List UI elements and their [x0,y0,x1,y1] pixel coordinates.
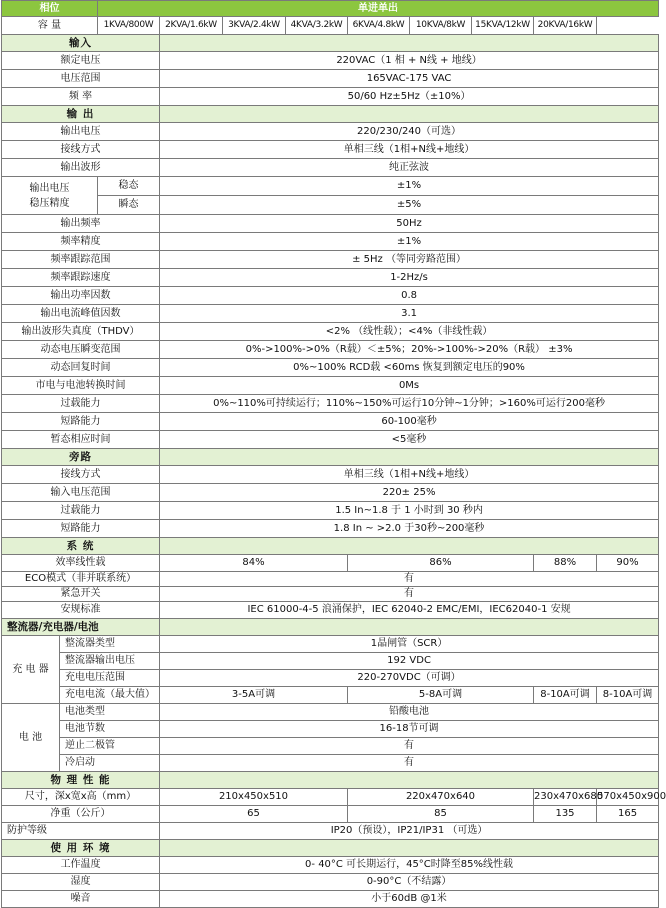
row-value: 单相三线（1相+N线+地线） [160,141,659,159]
row-value: 0%~100% RCD载 <60ms 恢复到额定电压的90% [160,359,659,377]
capacity-cell: 6KVA/4.8kW [348,17,410,35]
table-row [2,687,659,704]
row-value: ±1% [160,233,659,251]
table-row [2,177,659,196]
table-row [2,721,659,738]
row-value: 有 [160,587,659,602]
row-label: 工作温度 [2,857,160,874]
table-row [2,653,659,670]
environment-section-header [2,840,659,857]
position-label: 相位 [2,1,98,17]
row-label: 额定电压 [2,52,160,70]
row-label: 动态电压瞬变范围 [2,341,160,359]
capacity-cell: 20KVA/16kW [534,17,597,35]
row-label: 接线方式 [2,141,160,159]
bypass-section-header [2,449,659,466]
row-label: 输出波形 [2,159,160,177]
table-row [2,431,659,449]
transient-label: 瞬态 [98,196,160,215]
size-cell: 210x450x510 [160,789,348,806]
row-label: 过载能力 [2,395,160,413]
row-value: 有 [160,755,659,772]
table-row [2,233,659,251]
table-row [2,502,659,520]
row-label: 频 率 [2,88,160,106]
weight-cell: 85 [348,806,534,823]
capacity-label: 容 量 [2,17,98,35]
row-value: 单相三线（1相+N线+地线） [160,466,659,484]
table-row [2,323,659,341]
row-value: IP20（预设），IP21/IP31 （可选） [160,823,659,840]
row-value: 192 VDC [160,653,659,670]
regulation-label [2,177,98,215]
table-row [2,395,659,413]
section-title: 整流器/充电器/电池 [2,619,160,636]
table-row [2,555,659,572]
row-label: 净重（公斤） [2,806,160,823]
row-value: 1晶闸管（SCR） [160,636,659,653]
table-row [2,466,659,484]
rectifier-section-header [2,619,659,636]
row-label: 安规标准 [2,602,160,619]
efficiency-cell: 90% [597,555,659,572]
table-row [2,806,659,823]
row-value: 纯正弦波 [160,159,659,177]
table-row [2,823,659,840]
physical-section-header [2,772,659,789]
table-row [2,602,659,619]
row-label: 频率跟踪速度 [2,269,160,287]
row-label: 电池类型 [60,704,160,721]
table-row [2,305,659,323]
section-title: 旁路 [2,449,160,466]
row-label: 市电与电池转换时间 [2,377,160,395]
row-value: 60-100毫秒 [160,413,659,431]
header-capacity-row [2,17,659,35]
row-label: ECO模式（非并联系统） [2,572,160,587]
spec-table [1,0,666,908]
table-row [2,359,659,377]
row-value: 0-90°C（不结露） [160,874,659,891]
row-label: 过载能力 [2,502,160,520]
steady-value: ±1% [160,177,659,196]
table-row [2,484,659,502]
charge-current-cell: 3-5A可调 [160,687,348,704]
table-row [2,520,659,538]
section-title: 输 出 [2,106,160,123]
row-label: 频率跟踪范围 [2,251,160,269]
input-section-header [2,35,659,52]
row-value: 有 [160,572,659,587]
table-row [2,874,659,891]
table-row [2,413,659,431]
row-value: <2% （线性载）；<4%（非线性载） [160,323,659,341]
row-label: 输出频率 [2,215,160,233]
table-row [2,141,659,159]
row-label: 动态回复时间 [2,359,160,377]
row-label: 接线方式 [2,466,160,484]
table-row [2,377,659,395]
row-label: 输入电压范围 [2,484,160,502]
table-row [2,341,659,359]
table-row [2,755,659,772]
row-value: 1.5 In~1.8 于 1 小时到 30 秒内 [160,502,659,520]
charge-current-cell: 8-10A可调 [534,687,597,704]
capacity-cell: 1KVA/800W [98,17,160,35]
table-row [2,123,659,141]
charge-current-cell: 8-10A可调 [597,687,659,704]
row-label: 输出功率因数 [2,287,160,305]
table-row [2,587,659,602]
row-label: 紧急开关 [2,587,160,602]
row-label: 整流器输出电压 [60,653,160,670]
size-cell: 220x470x640 [348,789,534,806]
row-value: 50/60 Hz±5Hz（±10%） [160,88,659,106]
row-label: 短路能力 [2,413,160,431]
row-value: 0Ms [160,377,659,395]
table-row [2,215,659,233]
capacity-cell: 4KVA/3.2kW [286,17,348,35]
section-title: 使 用 环 境 [2,840,160,857]
section-title: 物 理 性 能 [2,772,160,789]
table-row [2,572,659,587]
capacity-cell: 3KVA/2.4kW [223,17,286,35]
battery-group-label: 电 池 [2,704,60,772]
row-value: IEC 61000-4-5 浪涌保护，IEC 62040-2 EMC/EMI，IEC62040-1 安规 [160,602,659,619]
table-row [2,636,659,653]
row-label: 尺寸，深x宽x高（mm） [2,789,160,806]
row-value: ± 5Hz （等同旁路范围） [160,251,659,269]
row-label: 暂态相应时间 [2,431,160,449]
charger-group-label: 充 电 器 [2,636,60,704]
efficiency-cell: 86% [348,555,534,572]
efficiency-cell: 88% [534,555,597,572]
row-value: <5毫秒 [160,431,659,449]
transient-value: ±5% [160,196,659,215]
row-label: 逆止二极管 [60,738,160,755]
size-cell: 230x470x680 [534,789,597,806]
row-label: 充电电流（最大值） [60,687,160,704]
row-value: 165VAC-175 VAC [160,70,659,88]
row-value: 0.8 [160,287,659,305]
table-row [2,269,659,287]
charge-current-cell: 5-8A可调 [348,687,534,704]
row-value: 0- 40°C 可长期运行，45°C时降至85%线性载 [160,857,659,874]
row-label: 防护等级 [2,823,160,840]
table-row [2,704,659,721]
row-value: 220± 25% [160,484,659,502]
row-value: 0%->100%->0%（R载）＜±5%；20%->100%->20%（R载） ±3% [160,341,659,359]
efficiency-cell: 84% [160,555,348,572]
capacity-cell: 10KVA/8kW [410,17,472,35]
row-value: 16-18节可调 [160,721,659,738]
regulation-label-line2: 稳压精度 [29,197,70,209]
regulation-label-line1: 输出电压 [29,182,70,194]
row-value: 1-2Hz/s [160,269,659,287]
output-section-header [2,106,659,123]
table-row [2,196,659,215]
weight-cell: 65 [160,806,348,823]
row-value: 有 [160,738,659,755]
row-label: 输出电流峰值因数 [2,305,160,323]
table-row [2,159,659,177]
row-label: 效率线性载 [2,555,160,572]
row-label: 频率精度 [2,233,160,251]
capacity-cell: 2KVA/1.6kW [160,17,223,35]
row-label: 电压范围 [2,70,160,88]
row-value: 50Hz [160,215,659,233]
row-value: 1.8 In ~ >2.0 于30秒~200毫秒 [160,520,659,538]
weight-cell: 135 [534,806,597,823]
row-value: 220/230/240（可选） [160,123,659,141]
header-phase-row [2,1,659,17]
row-label: 充电电压范围 [60,670,160,687]
row-label: 电池节数 [60,721,160,738]
system-section-header [2,538,659,555]
table-row [2,287,659,305]
capacity-cell: 15KVA/12kW [472,17,534,35]
row-value: 铅酸电池 [160,704,659,721]
table-row [2,738,659,755]
row-label: 输出电压 [2,123,160,141]
row-value: 3.1 [160,305,659,323]
row-value: 小于60dB @1米 [160,891,659,908]
size-cell: 570x450x900 [597,789,659,806]
table-row [2,88,659,106]
steady-label: 稳态 [98,177,160,196]
table-row [2,251,659,269]
row-value: 220-270VDC（可调） [160,670,659,687]
table-row [2,857,659,874]
row-label: 湿度 [2,874,160,891]
table-row [2,52,659,70]
row-value: 220VAC（1 相 + N线 + 地线） [160,52,659,70]
section-title: 输入 [2,35,160,52]
row-label: 噪音 [2,891,160,908]
row-label: 输出波形失真度（THDV） [2,323,160,341]
phase-value: 单进单出 [98,1,659,17]
section-title: 系 统 [2,538,160,555]
table-row [2,670,659,687]
table-row [2,789,659,806]
weight-cell: 165 [597,806,659,823]
row-label: 冷启动 [60,755,160,772]
row-label: 短路能力 [2,520,160,538]
row-value: 0%~110%可持续运行；110%~150%可运行10分钟~1分钟；>160%可运行200毫秒 [160,395,659,413]
table-row [2,891,659,908]
row-label: 整流器类型 [60,636,160,653]
table-row [2,70,659,88]
